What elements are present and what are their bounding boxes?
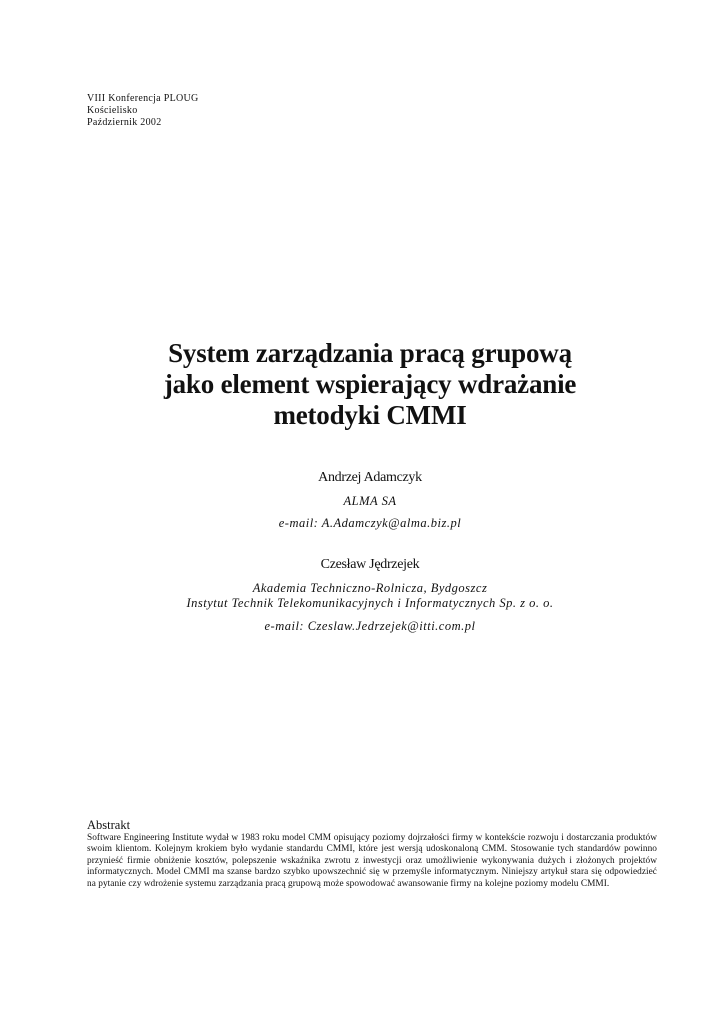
- author-2-name: Czesław Jędrzejek: [320, 557, 420, 572]
- author-1-name: Andrzej Adamczyk: [318, 470, 422, 485]
- abstract-heading: Abstrakt: [87, 818, 131, 832]
- author-2-affiliation-1: Akademia Techniczno-Rolnicza, Bydgoszcz: [252, 581, 488, 595]
- author-1-affiliation: ALMA SA: [343, 494, 397, 508]
- conference-location: Kościelisko: [87, 105, 138, 116]
- title-line-1: System zarządzania pracą grupową: [168, 338, 572, 368]
- author-2-affiliation-2: Instytut Technik Telekomunikacyjnych i Informatycznych Sp. z o. o.: [186, 596, 554, 610]
- author-2-email: e-mail: Czeslaw.Jedrzejek@itti.com.pl: [264, 619, 476, 633]
- conference-header: [87, 93, 199, 129]
- title-line-2: jako element wspierający wdrażanie: [163, 369, 577, 399]
- author-1-email: e-mail: A.Adamczyk@alma.biz.pl: [278, 516, 462, 530]
- conference-name: VIII Konferencja PLOUG: [87, 93, 199, 104]
- abstract-text: Software Engineering Institute wydał w 1983 roku model CMM opisujący poziomy dojrzałości firmy w kontekście rozwoju i dostarczania produktów swoim klientom. Kolejnym krokiem było wydanie standardu CMMI, które jest wersją udoskonaloną CMM. Stosowanie tych standardów powinno przynieść firmie obniżenie kosztów, polepszenie wskaźnika zwrotu z inwestycji oraz umożliwienie wykonywania dużych i złożonych projektów informatycznych. Model CMMI ma szanse bardzo szybko upowszechnić się w przemyśle informatycznym. Niniejszy artykuł stara się odpowiedzieć na pytanie czy wdrożenie systemu zarządzania pracą grupową może spowodować awansowanie firmy na kolejne poziomy modelu CMMI.: [87, 833, 657, 889]
- paper-title: [100, 338, 640, 431]
- conference-date: Październik 2002: [87, 117, 162, 128]
- abstract-section: [87, 818, 657, 890]
- author-1: [100, 470, 640, 531]
- title-line-3: metodyki CMMI: [273, 400, 467, 430]
- author-2: [100, 557, 640, 634]
